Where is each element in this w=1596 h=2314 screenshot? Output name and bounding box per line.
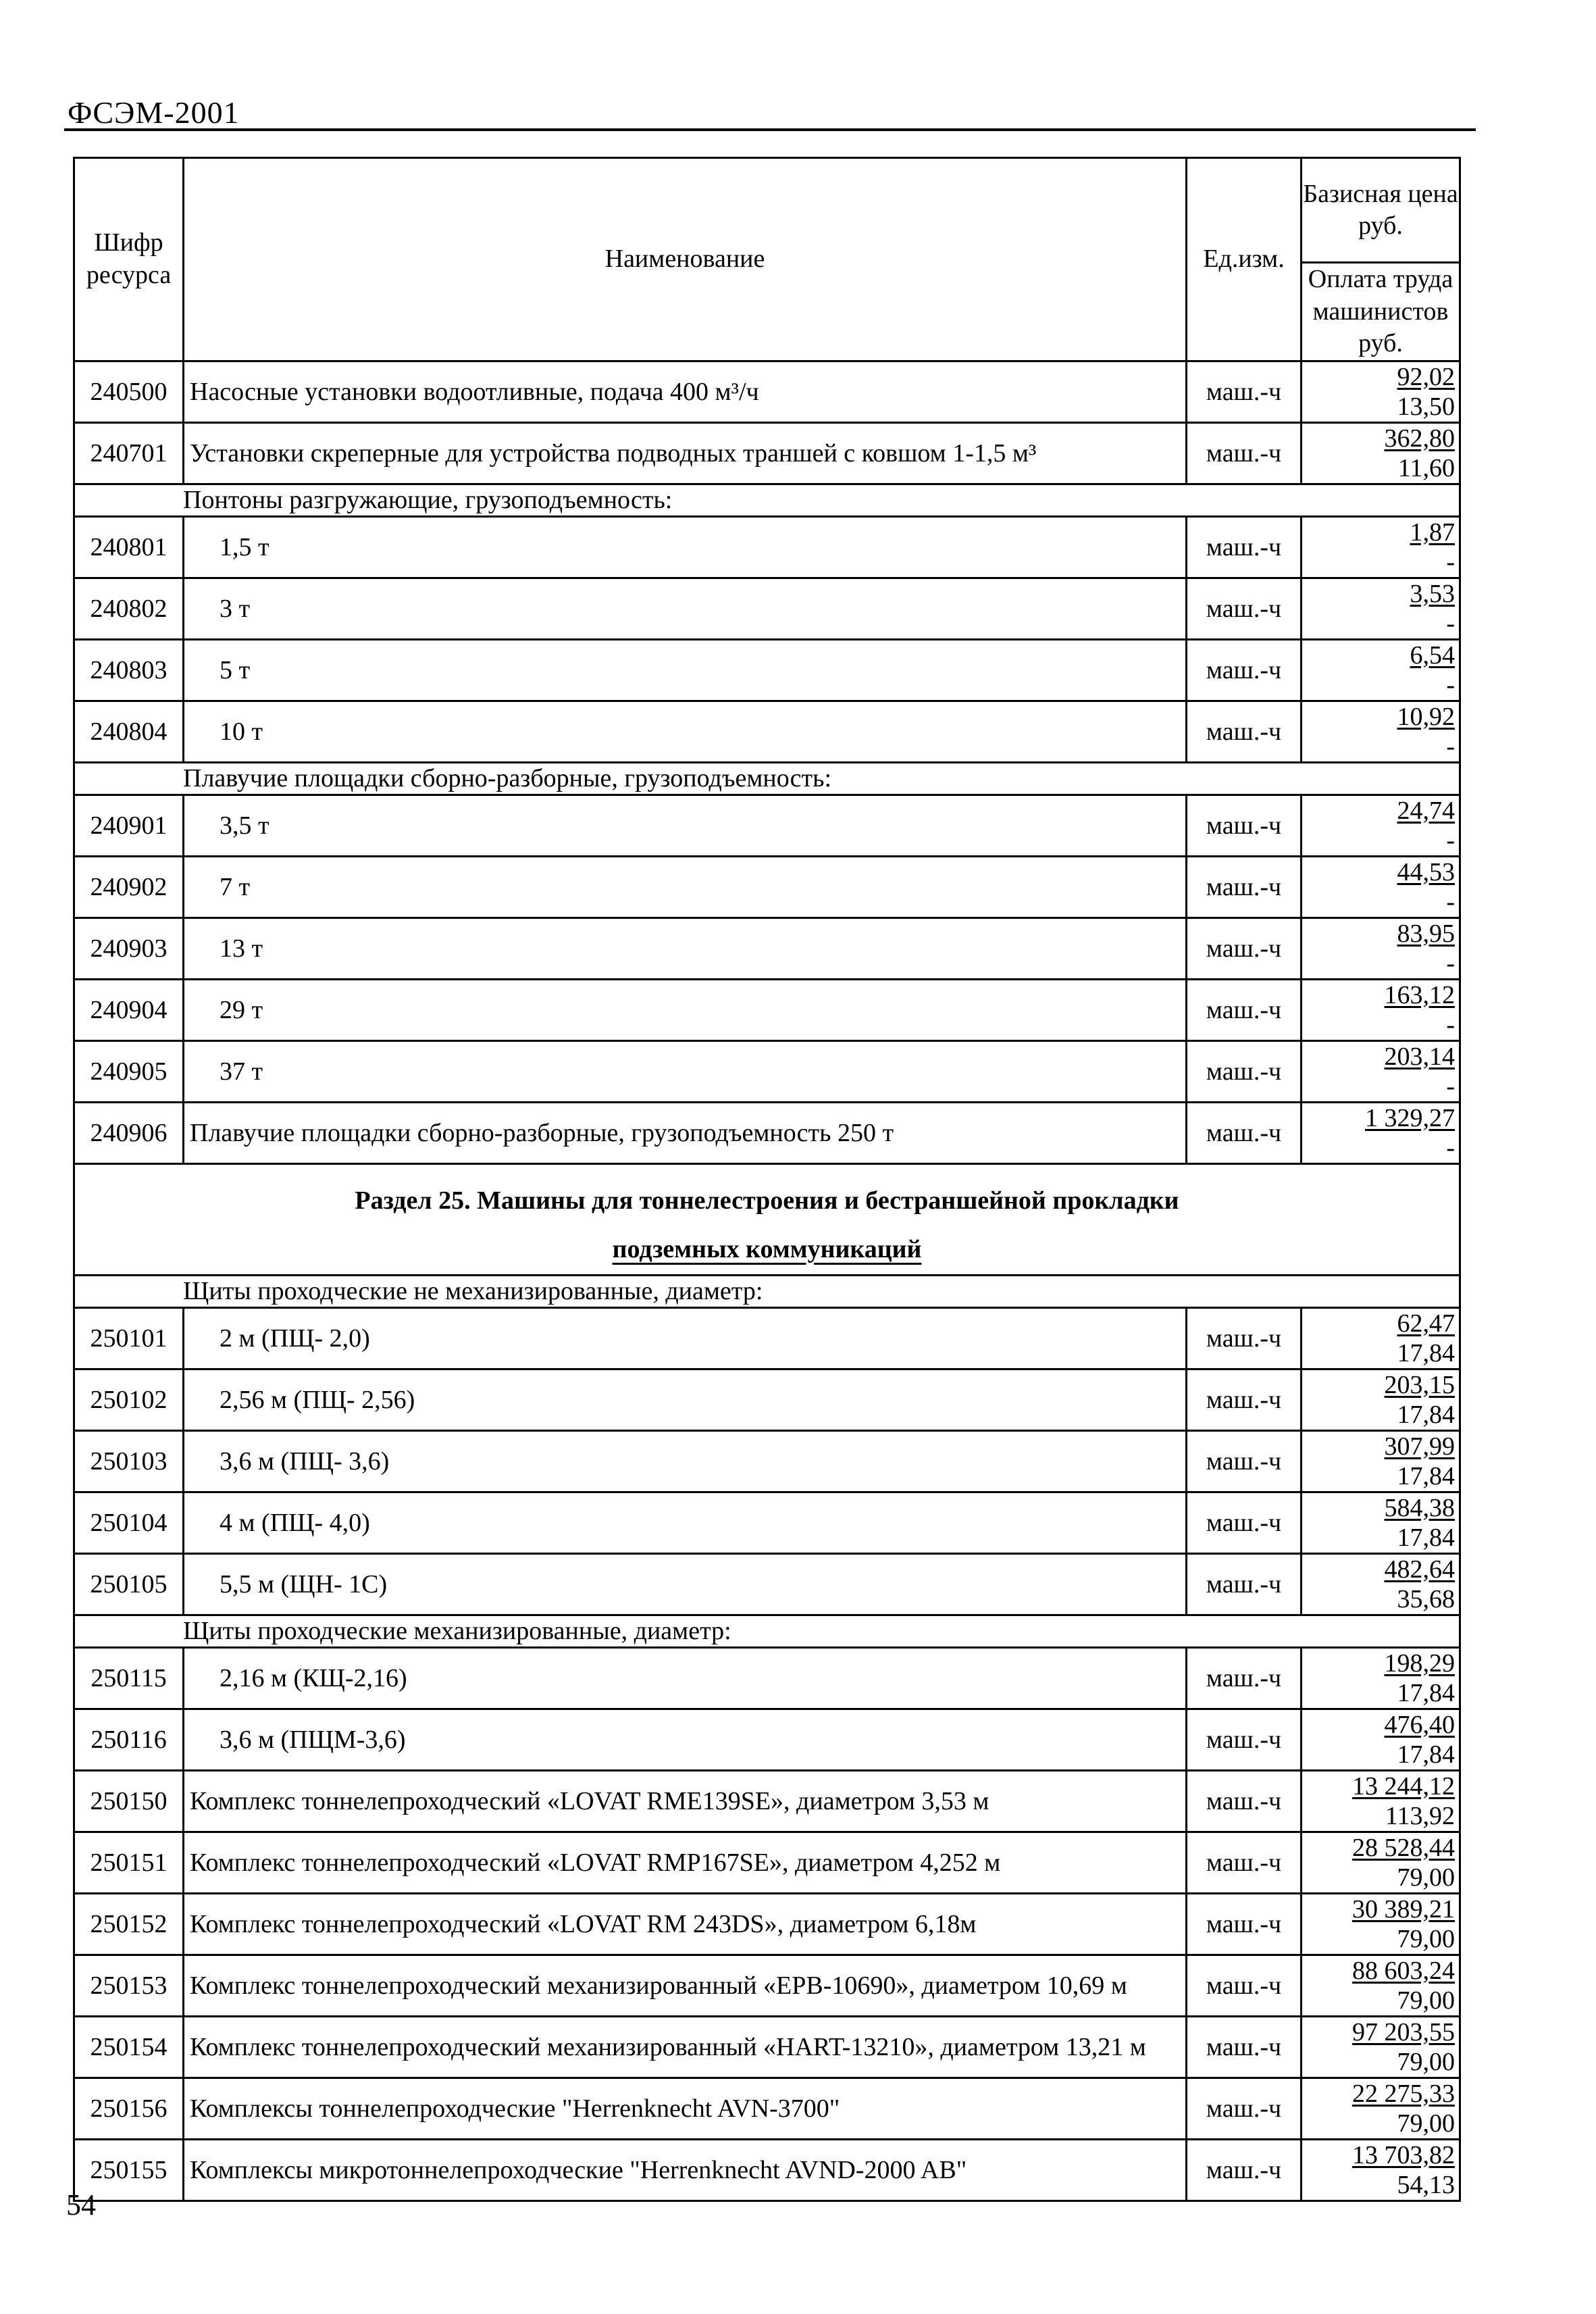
row-unit: маш.-ч [1187, 1430, 1302, 1492]
row-name: 10 т [184, 701, 1187, 762]
row-unit: маш.-ч [1187, 701, 1302, 762]
row-price: 28 528,44 [1352, 1833, 1455, 1862]
table-header-row [74, 158, 1460, 263]
row-price: 97 203,55 [1352, 2017, 1455, 2046]
row-name: 29 т [184, 979, 1187, 1040]
row-code: 250116 [74, 1709, 184, 1770]
row-code: 250103 [74, 1430, 184, 1492]
row-unit: маш.-ч [1187, 2139, 1302, 2200]
table-row [74, 2078, 1460, 2139]
row-unit: маш.-ч [1187, 2078, 1302, 2139]
row-price-cell [1302, 2078, 1460, 2139]
row-unit: маш.-ч [1187, 422, 1302, 484]
row-price-cell [1302, 1430, 1460, 1492]
header-code: Шифр ресурса [74, 158, 184, 361]
row-code: 240701 [74, 422, 184, 484]
row-code: 240904 [74, 979, 184, 1040]
row-labor: 17,84 [1397, 1740, 1455, 1769]
row-code: 240901 [74, 795, 184, 856]
row-price: 13 703,82 [1352, 2140, 1455, 2169]
row-unit: маш.-ч [1187, 856, 1302, 917]
group-heading-shields-mech: Щиты проходческие механизированные, диаметр: [74, 1615, 1460, 1647]
row-code: 250151 [74, 1832, 184, 1893]
row-unit: маш.-ч [1187, 917, 1302, 979]
header-rule [64, 128, 1476, 131]
row-name: Плавучие площадки сборно-разборные, грузоподъемность 250 т [184, 1102, 1187, 1163]
row-labor: - [1446, 887, 1455, 916]
table-row [74, 1307, 1460, 1369]
row-unit: маш.-ч [1187, 1492, 1302, 1553]
row-code: 250101 [74, 1307, 184, 1369]
row-name: 5 т [184, 639, 1187, 701]
row-labor: 11,60 [1397, 453, 1455, 482]
row-price: 1,87 [1410, 518, 1455, 547]
table-row [74, 795, 1460, 856]
row-price-cell [1302, 856, 1460, 917]
row-code: 240804 [74, 701, 184, 762]
row-price: 482,64 [1384, 1555, 1455, 1584]
row-price-cell [1302, 1647, 1460, 1709]
group-heading-row [74, 484, 1460, 516]
row-labor: 79,00 [1397, 1924, 1455, 1953]
row-price-cell [1302, 917, 1460, 979]
table-row [74, 361, 1460, 422]
row-price-cell [1302, 422, 1460, 484]
header-unit: Ед.изм. [1187, 158, 1302, 361]
document-code: ФСЭМ-2001 [68, 95, 240, 130]
section-title-line1: Раздел 25. Машины для тоннелестроения и бестраншейной прокладки [355, 1186, 1179, 1215]
page-number: 54 [66, 2188, 96, 2221]
row-price-cell [1302, 2139, 1460, 2200]
row-price: 198,29 [1384, 1649, 1455, 1678]
row-unit: маш.-ч [1187, 1102, 1302, 1163]
group-heading-row [74, 762, 1460, 795]
group-heading-shields-nonmech: Щиты проходческие не механизированные, диаметр: [74, 1275, 1460, 1307]
row-price: 10,92 [1397, 702, 1455, 731]
row-price: 62,47 [1397, 1309, 1455, 1338]
row-code: 250156 [74, 2078, 184, 2139]
row-price: 203,14 [1384, 1042, 1455, 1071]
table-row [74, 1893, 1460, 1955]
table-row [74, 1553, 1460, 1615]
row-price-cell [1302, 1893, 1460, 1955]
row-price-cell [1302, 516, 1460, 578]
table-row [74, 422, 1460, 484]
row-price-cell [1302, 1369, 1460, 1430]
table-row [74, 1770, 1460, 1832]
row-unit: маш.-ч [1187, 979, 1302, 1040]
row-name: 3,6 м (ПЩМ-3,6) [184, 1709, 1187, 1770]
row-unit: маш.-ч [1187, 2016, 1302, 2078]
row-price: 44,53 [1397, 857, 1455, 886]
row-labor: - [1446, 1010, 1455, 1039]
row-price: 88 603,24 [1352, 1956, 1455, 1985]
row-unit: маш.-ч [1187, 1553, 1302, 1615]
row-name: 3 т [184, 578, 1187, 639]
row-price: 476,40 [1384, 1710, 1455, 1739]
row-price-cell [1302, 578, 1460, 639]
row-name: Комплекс тоннелепроходческий механизированный «HART-13210», диаметром 13,21 м [184, 2016, 1187, 2078]
table-row [74, 1102, 1460, 1163]
row-labor: - [1446, 732, 1455, 761]
table-row [74, 1955, 1460, 2016]
row-name: 1,5 т [184, 516, 1187, 578]
table-row [74, 1369, 1460, 1430]
row-price: 30 389,21 [1352, 1894, 1455, 1923]
row-price: 163,12 [1384, 980, 1455, 1009]
row-labor: - [1446, 1133, 1455, 1162]
row-price-cell [1302, 1832, 1460, 1893]
row-unit: маш.-ч [1187, 1770, 1302, 1832]
row-name: Комплексы микротоннелепроходческие "Herrenknecht AVND-2000 AB" [184, 2139, 1187, 2200]
row-labor: 17,84 [1397, 1678, 1455, 1707]
table-row [74, 2016, 1460, 2078]
row-name: Комплекс тоннелепроходческий «LOVAT RMP167SE», диаметром 4,252 м [184, 1832, 1187, 1893]
row-code: 250150 [74, 1770, 184, 1832]
group-heading-pontoons: Понтоны разгружающие, грузоподъемность: [74, 484, 1460, 516]
row-labor: 54,13 [1397, 2170, 1455, 2199]
row-name: 37 т [184, 1040, 1187, 1102]
row-unit: маш.-ч [1187, 1647, 1302, 1709]
row-code: 240902 [74, 856, 184, 917]
row-unit: маш.-ч [1187, 1709, 1302, 1770]
row-code: 250152 [74, 1893, 184, 1955]
row-code: 240903 [74, 917, 184, 979]
row-labor: 17,84 [1397, 1461, 1455, 1490]
row-name: 2 м (ПЩ- 2,0) [184, 1307, 1187, 1369]
row-name: 13 т [184, 917, 1187, 979]
row-unit: маш.-ч [1187, 639, 1302, 701]
row-code: 250154 [74, 2016, 184, 2078]
row-unit: маш.-ч [1187, 1369, 1302, 1430]
table-row [74, 1832, 1460, 1893]
row-price-cell [1302, 1492, 1460, 1553]
section-title-line2: подземных коммуникаций [612, 1234, 922, 1263]
row-price: 92,02 [1397, 362, 1455, 391]
row-price-cell [1302, 1553, 1460, 1615]
row-name: Комплексы тоннелепроходческие "Herrenknecht AVN-3700" [184, 2078, 1187, 2139]
row-price-cell [1302, 1307, 1460, 1369]
row-name: 4 м (ПЩ- 4,0) [184, 1492, 1187, 1553]
row-name: 3,5 т [184, 795, 1187, 856]
row-unit: маш.-ч [1187, 1040, 1302, 1102]
row-price: 584,38 [1384, 1493, 1455, 1522]
row-code: 240801 [74, 516, 184, 578]
row-unit: маш.-ч [1187, 578, 1302, 639]
group-heading-row [74, 1275, 1460, 1307]
row-labor: 13,50 [1397, 392, 1455, 421]
row-labor: 17,84 [1397, 1338, 1455, 1367]
row-price: 3,53 [1410, 579, 1455, 608]
table-row [74, 516, 1460, 578]
row-name: 2,56 м (ПЩ- 2,56) [184, 1369, 1187, 1430]
table-row [74, 2139, 1460, 2200]
row-labor: 79,00 [1397, 1863, 1455, 1892]
row-price-cell [1302, 1955, 1460, 2016]
row-labor: 79,00 [1397, 2047, 1455, 2076]
row-code: 250105 [74, 1553, 184, 1615]
row-name: Комплекс тоннелепроходческий «LOVAT RME139SE», диаметром 3,53 м [184, 1770, 1187, 1832]
row-code: 240905 [74, 1040, 184, 1102]
row-labor: 17,84 [1397, 1523, 1455, 1552]
row-labor: - [1446, 1072, 1455, 1101]
group-heading-row [74, 1615, 1460, 1647]
header-name: Наименование [184, 158, 1187, 361]
row-code: 250104 [74, 1492, 184, 1553]
row-unit: маш.-ч [1187, 1955, 1302, 2016]
row-price: 13 244,12 [1352, 1771, 1455, 1801]
row-price-cell [1302, 1709, 1460, 1770]
row-price-cell [1302, 795, 1460, 856]
table-row [74, 701, 1460, 762]
row-unit: маш.-ч [1187, 1893, 1302, 1955]
row-price: 203,15 [1384, 1370, 1455, 1399]
table-row [74, 856, 1460, 917]
row-labor: 113,92 [1385, 1801, 1455, 1830]
header-price: Базисная цена руб. [1302, 158, 1460, 263]
row-code: 250155 [74, 2139, 184, 2200]
row-name: Установки скреперные для устройства подводных траншей с ковшом 1-1,5 м³ [184, 422, 1187, 484]
row-price: 307,99 [1384, 1432, 1455, 1461]
table-row [74, 1709, 1460, 1770]
row-price-cell [1302, 979, 1460, 1040]
table-row [74, 1492, 1460, 1553]
row-price-cell [1302, 639, 1460, 701]
table-row [74, 1040, 1460, 1102]
table-row [74, 917, 1460, 979]
row-unit: маш.-ч [1187, 361, 1302, 422]
row-name: 5,5 м (ЩН- 1С) [184, 1553, 1187, 1615]
row-price-cell [1302, 1770, 1460, 1832]
row-price: 362,80 [1384, 424, 1455, 453]
row-labor: - [1446, 609, 1455, 638]
row-name: 7 т [184, 856, 1187, 917]
group-heading-platforms: Плавучие площадки сборно-разборные, грузоподъемность: [74, 762, 1460, 795]
row-labor: 79,00 [1397, 1986, 1455, 2015]
row-price-cell [1302, 2016, 1460, 2078]
row-labor: 79,00 [1397, 2109, 1455, 2138]
row-code: 250153 [74, 1955, 184, 2016]
row-price: 6,54 [1410, 640, 1455, 670]
row-labor: - [1446, 547, 1455, 576]
row-code: 240802 [74, 578, 184, 639]
row-price-cell [1302, 1102, 1460, 1163]
row-labor: - [1446, 670, 1455, 699]
row-name: Комплекс тоннелепроходческий «LOVAT RM 243DS», диаметром 6,18м [184, 1893, 1187, 1955]
row-unit: маш.-ч [1187, 1832, 1302, 1893]
row-labor: 35,68 [1397, 1584, 1455, 1613]
row-price-cell [1302, 361, 1460, 422]
row-name: 2,16 м (КЩ-2,16) [184, 1647, 1187, 1709]
table-row [74, 1647, 1460, 1709]
row-code: 250115 [74, 1647, 184, 1709]
row-price-cell [1302, 701, 1460, 762]
row-price: 83,95 [1397, 919, 1455, 948]
row-code: 240906 [74, 1102, 184, 1163]
row-unit: маш.-ч [1187, 516, 1302, 578]
header-labor: Оплата труда машинистов руб. [1302, 263, 1460, 361]
row-code: 240500 [74, 361, 184, 422]
table-row [74, 979, 1460, 1040]
row-unit: маш.-ч [1187, 795, 1302, 856]
row-price: 22 275,33 [1352, 2079, 1455, 2108]
row-labor: - [1446, 949, 1455, 978]
row-code: 240803 [74, 639, 184, 701]
row-price: 1 329,27 [1365, 1103, 1455, 1132]
table-row [74, 1430, 1460, 1492]
row-labor: 17,84 [1397, 1400, 1455, 1429]
row-name: Насосные установки водоотливные, подача 400 м³/ч [184, 361, 1187, 422]
row-unit: маш.-ч [1187, 1307, 1302, 1369]
row-price: 24,74 [1397, 796, 1455, 825]
row-labor: - [1446, 826, 1455, 855]
table-row [74, 639, 1460, 701]
section-heading-row [74, 1163, 1460, 1275]
table-row [74, 578, 1460, 639]
section-title [74, 1163, 1460, 1275]
row-name: 3,6 м (ПЩ- 3,6) [184, 1430, 1187, 1492]
resource-table [73, 157, 1461, 2202]
row-price-cell [1302, 1040, 1460, 1102]
row-code: 250102 [74, 1369, 184, 1430]
row-name: Комплекс тоннелепроходческий механизированный «EPB-10690», диаметром 10,69 м [184, 1955, 1187, 2016]
